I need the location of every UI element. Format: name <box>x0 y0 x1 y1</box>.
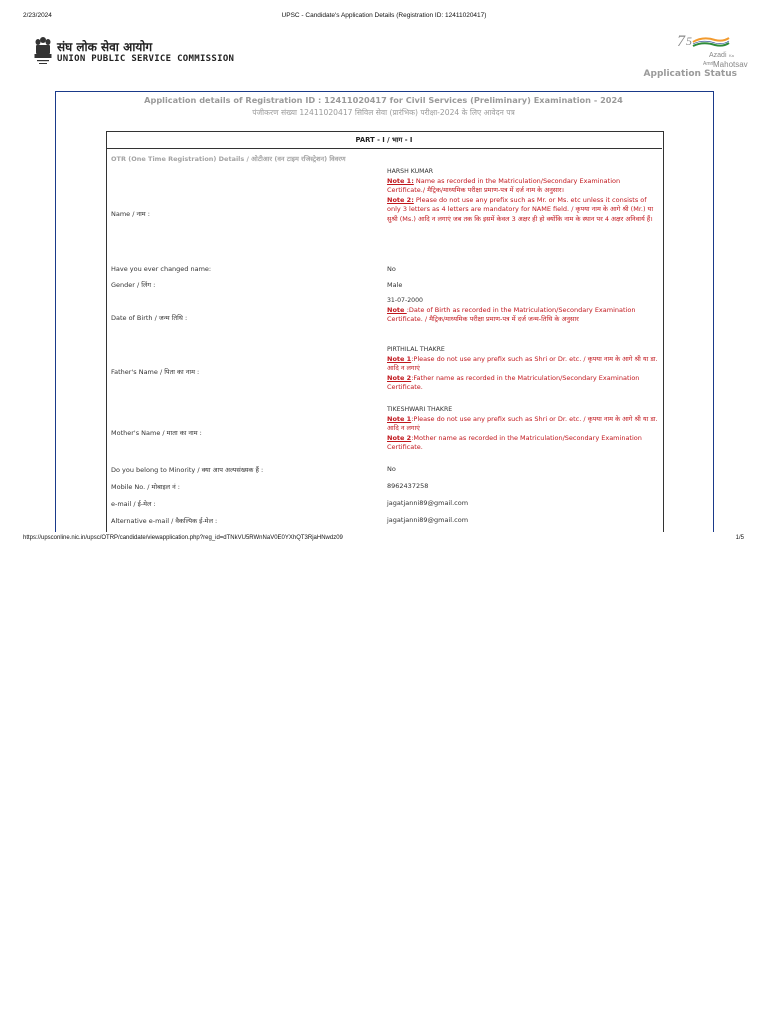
azadi-ka-amrit-mahotsav-logo <box>673 32 748 70</box>
email-label: e-mail / ई-मेल : <box>111 500 156 508</box>
name-value: HARSH KUMAR <box>387 168 434 175</box>
father-name-label: Father's Name / पिता का नाम : <box>111 368 200 376</box>
mother-note-1: Note 1:Please do not use any prefix such as Shri or Dr. etc. / कृपया नाम के आगे श्री या डा. आदि न लगाएं <box>387 414 658 433</box>
org-name-hindi: संघ लोक सेवा आयोग <box>57 40 153 54</box>
org-name-english: UNION PUBLIC SERVICE COMMISSION <box>57 54 235 64</box>
changed-name-label: Have you ever changed name: <box>111 265 212 273</box>
name-note-2: Note 2: Please do not use any prefix such as Mr. or Ms. etc unless it consists of only 3 letters as 4 letters are mandatory for NAME field. / कृपया नाम के आगे श्री (Mr.) या सुश्री (Ms.) आदि न लगाएं जब तक कि इसमें केवल 3 अक्षर ही हो क्योंकि नाम के स्थान पर 4 अक्षर अनिवार्य हैं। <box>387 195 654 223</box>
national-emblem-icon <box>33 34 53 68</box>
name-label: Name / नाम : <box>111 210 150 218</box>
svg-text:Amrit: Amrit <box>703 61 715 67</box>
minority-value: No <box>387 465 396 473</box>
svg-text:Mahotsav: Mahotsav <box>713 60 748 69</box>
mobile-label: Mobile No. / मोबाइल नं : <box>111 483 180 491</box>
svg-text:7: 7 <box>677 33 685 50</box>
otr-section-heading: OTR (One Time Registration) Details / ओटीआर (वन टाइम रजिस्ट्रेशन) विवरण <box>111 155 346 163</box>
print-url: https://upsconline.nic.in/upsc/OTRP/candidate/viewapplication.php?reg_id=dTNkVU5RWnNaV0E0YXhQT3RjaHNwdz09 <box>23 535 343 541</box>
print-footer <box>0 535 768 545</box>
svg-text:Azadi: Azadi <box>709 52 727 59</box>
mother-value-block <box>387 405 659 453</box>
dob-label: Date of Birth / जन्म तिथि : <box>111 314 188 322</box>
mother-name-label: Mother's Name / माता का नाम : <box>111 429 202 437</box>
father-value-block <box>387 345 659 393</box>
father-note-2: Note 2:Father name as recorded in the Matriculation/Secondary Examination Certificate. <box>387 373 640 392</box>
changed-name-value: No <box>387 265 396 273</box>
minority-label: Do you belong to Minority / क्या आप अल्पसंख्यक हैं : <box>111 466 264 474</box>
father-note-1: Note 1:Please do not use any prefix such as Shri or Dr. etc. / कृपया नाम के आगे श्री या डा. आदि न लगाएं <box>387 354 658 373</box>
svg-text:Ka: Ka <box>729 53 734 58</box>
name-value-block <box>387 167 659 225</box>
name-note-1: Note 1: Name as recorded in the Matriculation/Secondary Examination Certificate./ मैट्रिक/माध्यमिक परीक्षा प्रमाण-पत्र में दर्ज नाम के अनुसार। <box>387 176 621 195</box>
gender-label: Gender / लिंग : <box>111 281 156 289</box>
gender-value: Male <box>387 281 403 289</box>
dob-value: 31-07-2000 <box>387 297 423 304</box>
document-title-hindi: पंजीकरण संख्या 12411020417 सिविल सेवा (प्रारंभिक) परीक्षा-2024 के लिए आवेदन पत्र <box>252 108 515 117</box>
print-date: 2/23/2024 <box>23 12 52 19</box>
email-value: jagatjanni89@gmail.com <box>387 499 469 507</box>
print-header <box>0 12 768 24</box>
application-status-link[interactable]: Application Status <box>643 69 737 79</box>
dob-value-block <box>387 296 659 325</box>
father-name-value: PIRTHILAL THAKRE <box>387 346 445 353</box>
alt-email-value: jagatjanni89@gmail.com <box>387 516 469 524</box>
dob-note: Note :Date of Birth as recorded in the Matriculation/Secondary Examination Certificate. / मैट्रिक/माध्यमिक परीक्षा प्रमाण-पत्र में दर्ज जन्म-तिथि के अनुसार <box>387 305 636 324</box>
alt-email-label: Alternative e-mail / वैकल्पिक ई-मेल : <box>111 517 218 525</box>
mother-name-value: TIKESHWARI THAKRE <box>387 406 453 413</box>
mother-note-2: Note 2:Mother name as recorded in the Matriculation/Secondary Examination Certificate. <box>387 433 642 452</box>
mobile-value: 8962437258 <box>387 482 429 490</box>
divider <box>106 148 662 149</box>
print-page-number: 1/5 <box>735 535 744 541</box>
site-header <box>23 30 748 82</box>
document-title-english: Application details of Registration ID : 12411020417 for Civil Services (Preliminary) Examination - 2024 <box>144 95 623 105</box>
svg-text:5: 5 <box>686 34 692 48</box>
print-title: UPSC - Candidate's Application Details (Registration ID: 12411020417) <box>281 12 487 19</box>
part-one-title: PART - I / भाग - I <box>355 136 413 144</box>
